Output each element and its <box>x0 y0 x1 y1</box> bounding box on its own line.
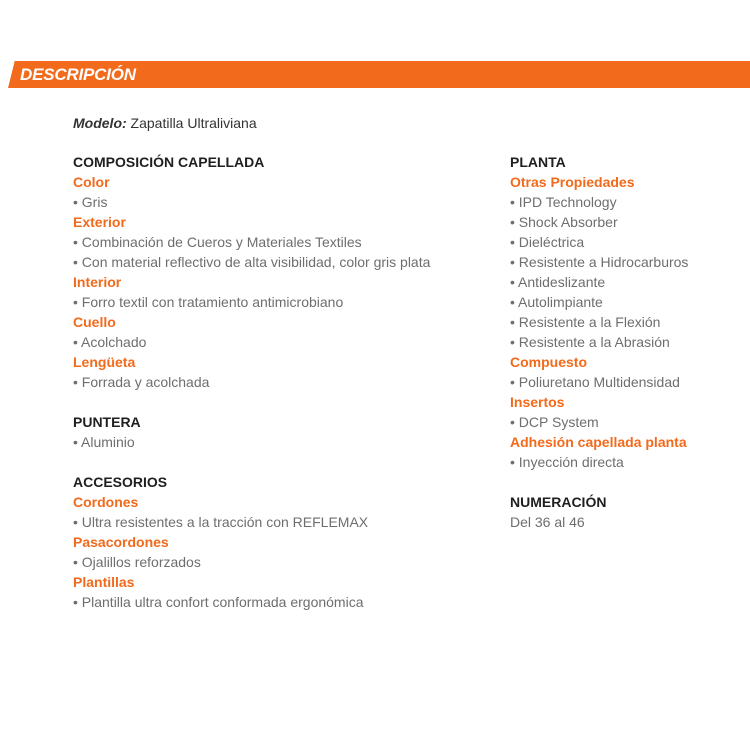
list-item: • Con material reflectivo de alta visibilidad, color gris plata <box>73 254 431 270</box>
color-label: Color <box>73 174 110 190</box>
otras-propiedades-label: Otras Propiedades <box>510 174 635 190</box>
list-item: • Forrada y acolchada <box>73 374 210 390</box>
model-value: Zapatilla Ultraliviana <box>126 115 257 131</box>
list-item: • Resistente a Hidrocarburos <box>510 254 689 270</box>
list-item: • Acolchado <box>73 334 147 350</box>
puntera-heading: PUNTERA <box>73 414 141 430</box>
pasacordones-label: Pasacordones <box>73 534 169 550</box>
list-item: • Autolimpiante <box>510 294 603 310</box>
spacer <box>510 472 688 492</box>
list-item: • Plantilla ultra confort conformada ergonómica <box>73 594 364 610</box>
list-item: • Ojalillos reforzados <box>73 554 201 570</box>
list-item: • Gris <box>73 194 108 210</box>
list-item: • Poliuretano Multidensidad <box>510 374 680 390</box>
insertos-label: Insertos <box>510 394 565 410</box>
exterior-label: Exterior <box>73 214 126 230</box>
adhesion-label: Adhesión capellada planta <box>510 434 687 450</box>
interior-label: Interior <box>73 274 122 290</box>
left-column <box>73 152 430 612</box>
list-item: • IPD Technology <box>510 194 617 210</box>
list-item: • Ultra resistentes a la tracción con REFLEMAX <box>73 514 369 530</box>
numeracion-heading: NUMERACIÓN <box>510 494 607 510</box>
compuesto-label: Compuesto <box>510 354 587 370</box>
right-column <box>510 152 688 532</box>
model-line <box>73 113 257 133</box>
plantillas-label: Plantillas <box>73 574 135 590</box>
list-item: • Forro textil con tratamiento antimicrobiano <box>73 294 344 310</box>
list-item: • Resistente a la Flexión <box>510 314 661 330</box>
lengueta-label: Lengüeta <box>73 354 136 370</box>
section-title: DESCRIPCIÓN <box>20 65 136 84</box>
numeracion-value: Del 36 al 46 <box>510 514 585 530</box>
cuello-label: Cuello <box>73 314 116 330</box>
composicion-heading: COMPOSICIÓN CAPELLADA <box>73 154 265 170</box>
list-item: • DCP System <box>510 414 599 430</box>
spacer <box>73 392 430 412</box>
list-item: • Resistente a la Abrasión <box>510 334 670 350</box>
planta-heading: PLANTA <box>510 154 566 170</box>
list-item: • Combinación de Cueros y Materiales Textiles <box>73 234 362 250</box>
accesorios-heading: ACCESORIOS <box>73 474 168 490</box>
list-item: • Antideslizante <box>510 274 606 290</box>
list-item: • Aluminio <box>73 434 135 450</box>
cordones-label: Cordones <box>73 494 139 510</box>
list-item: • Inyección directa <box>510 454 624 470</box>
model-label: Modelo: <box>73 115 127 131</box>
list-item: • Shock Absorber <box>510 214 618 230</box>
list-item: • Dieléctrica <box>510 234 585 250</box>
spacer <box>73 452 430 472</box>
